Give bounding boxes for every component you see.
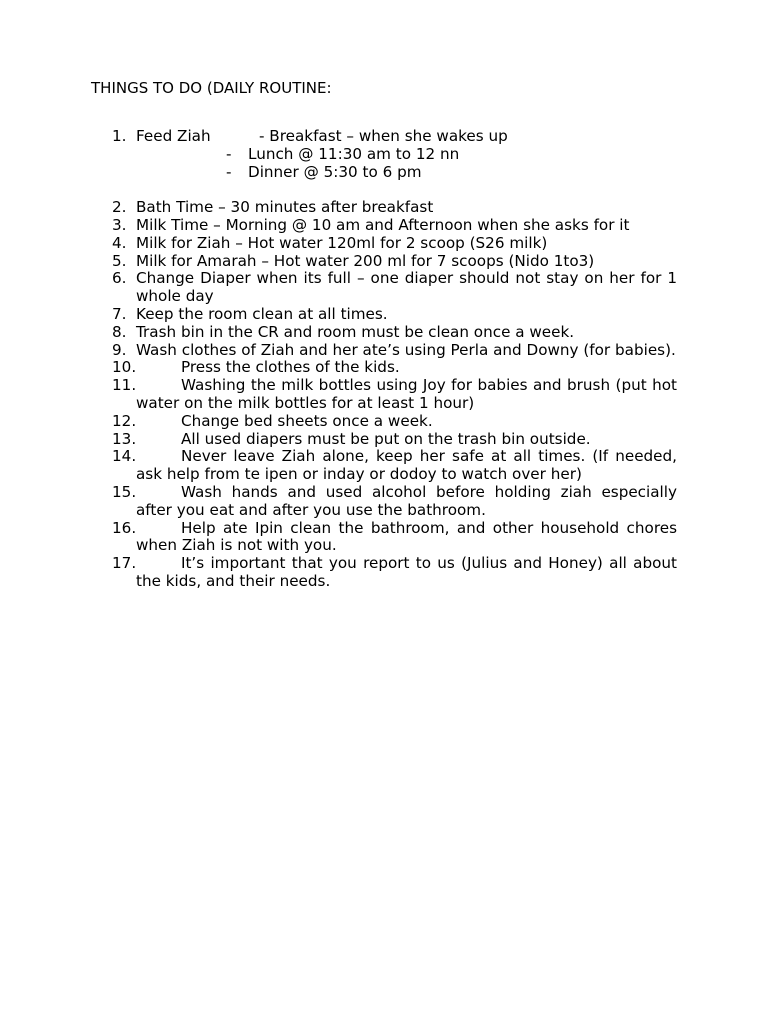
list-item [112, 377, 677, 413]
document-title: THINGS TO DO (DAILY ROUTINE: [91, 79, 332, 97]
item-number: 16. [112, 518, 137, 537]
meal-breakfast: - Breakfast – when she wakes up [259, 127, 508, 145]
list-item [112, 306, 677, 324]
item-number: 1. [112, 127, 127, 145]
item-text: Change Diaper when its full – one diaper should not stay on her for 1 whole day [136, 269, 677, 306]
item-text: Change bed sheets once a week. [181, 411, 433, 430]
item-number: 11. [112, 376, 137, 395]
list-item [112, 253, 677, 271]
item-number: 9. [112, 340, 127, 359]
list-item [112, 324, 677, 342]
routine-list [112, 128, 677, 591]
item-number: 14. [112, 447, 137, 466]
list-item-feed [112, 128, 677, 146]
item-text: Bath Time – 30 minutes after breakfast [136, 198, 434, 217]
item-number: 2. [112, 198, 127, 217]
item-text: All used diapers must be put on the trash bin outside. [181, 429, 591, 448]
item-number: 3. [112, 215, 127, 234]
item-number: 4. [112, 233, 127, 252]
item-text: It’s important that you report to us (Julius and Honey) all about the kids, and their needs. [136, 554, 677, 590]
meal-lunch: Lunch @ 11:30 am to 12 nn [248, 144, 460, 163]
item-text: Wash hands and used alcohol before holding ziah especially after you eat and after you use the bathroom. [136, 482, 677, 519]
dash-bullet: - [226, 144, 232, 163]
item-text: Press the clothes of the kids. [181, 358, 400, 377]
list-subitem-lunch [112, 146, 677, 164]
item-number: 15. [112, 482, 137, 501]
item-text: Washing the milk bottles using Joy for babies and brush (put hot water on the milk bottles for at least 1 hour) [136, 376, 677, 412]
item-text: Never leave Ziah alone, keep her safe at all times. (If needed, ask help from te ipen or inday or dodoy to watch over her) [136, 447, 677, 484]
item-number: 8. [112, 322, 127, 341]
list-item [112, 217, 677, 235]
item-number: 17. [112, 554, 137, 573]
list-item [112, 555, 677, 591]
item-text: Trash bin in the CR and room must be clean once a week. [136, 322, 575, 341]
item-number: 10. [112, 358, 137, 377]
meal-dinner: Dinner @ 5:30 to 6 pm [248, 162, 422, 181]
list-item [112, 448, 677, 484]
list-item [112, 342, 677, 360]
list-item [112, 520, 677, 556]
item-text: Feed Ziah [136, 127, 211, 145]
dash-bullet: - [226, 162, 232, 181]
list-item [112, 431, 677, 449]
item-text: Wash clothes of Ziah and her ate’s using Perla and Downy (for babies). [136, 340, 676, 359]
list-item [112, 235, 677, 253]
list-subitem-dinner [112, 164, 677, 182]
item-text: Milk Time – Morning @ 10 am and Afternoon when she asks for it [136, 215, 630, 234]
list-item [112, 199, 677, 217]
item-text: Milk for Amarah – Hot water 200 ml for 7 scoops (Nido 1to3) [136, 251, 595, 270]
list-item [112, 413, 677, 431]
spacer [112, 181, 677, 199]
item-text: Milk for Ziah – Hot water 120ml for 2 scoop (S26 milk) [136, 233, 548, 252]
list-item [112, 270, 677, 306]
list-item [112, 359, 677, 377]
item-number: 6. [112, 269, 127, 288]
item-text: Help ate Ipin clean the bathroom, and other household chores when Ziah is not with you. [136, 518, 677, 555]
item-number: 5. [112, 251, 127, 270]
list-item [112, 484, 677, 520]
item-number: 12. [112, 411, 137, 430]
item-text: Keep the room clean at all times. [136, 304, 388, 323]
item-number: 7. [112, 304, 127, 323]
item-number: 13. [112, 429, 137, 448]
